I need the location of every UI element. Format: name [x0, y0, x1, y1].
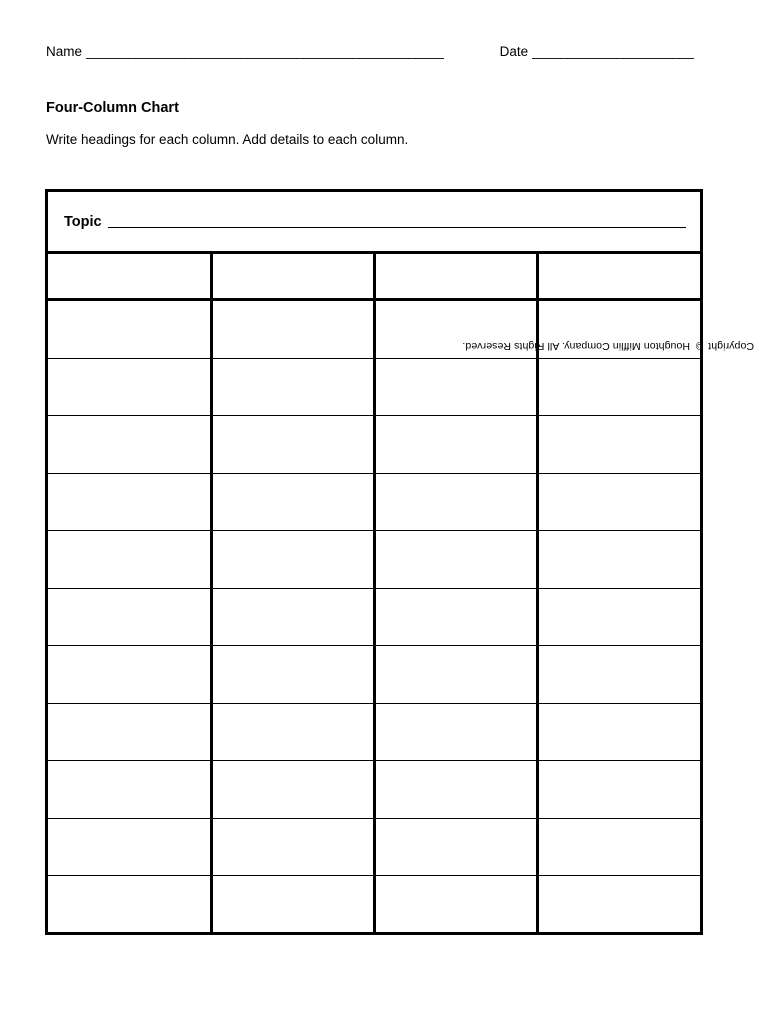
copyright-notice: Copyright © Houghton Mifflin Company. All Rights Reserved.	[462, 340, 754, 352]
cell[interactable]	[537, 818, 700, 876]
cell[interactable]	[48, 703, 211, 761]
table-row	[48, 473, 700, 531]
table-row	[48, 531, 700, 589]
cell[interactable]	[537, 588, 700, 646]
cell[interactable]	[374, 818, 537, 876]
cell[interactable]	[211, 588, 374, 646]
cell[interactable]	[537, 531, 700, 589]
topic-write-line[interactable]	[108, 226, 686, 228]
cell[interactable]	[211, 531, 374, 589]
date-write-line[interactable]: _______________________	[532, 44, 694, 59]
cell[interactable]	[374, 703, 537, 761]
cell[interactable]	[48, 531, 211, 589]
cell[interactable]	[48, 473, 211, 531]
topic-label: Topic	[64, 213, 102, 230]
table-row	[48, 818, 700, 876]
cell[interactable]	[537, 473, 700, 531]
cell[interactable]	[48, 876, 211, 933]
table-row	[48, 416, 700, 474]
chart-grid	[48, 251, 700, 932]
cell[interactable]	[374, 646, 537, 704]
cell[interactable]	[537, 358, 700, 416]
table-row	[48, 761, 700, 819]
cell[interactable]	[537, 416, 700, 474]
cell[interactable]	[537, 761, 700, 819]
cell[interactable]	[211, 416, 374, 474]
cell[interactable]	[374, 531, 537, 589]
cell[interactable]	[374, 358, 537, 416]
cell[interactable]	[211, 473, 374, 531]
cell[interactable]	[211, 818, 374, 876]
table-row	[48, 588, 700, 646]
cell[interactable]	[48, 300, 211, 359]
table-header-row	[48, 253, 700, 300]
name-date-line	[46, 44, 722, 59]
header-cell-2[interactable]	[211, 253, 374, 300]
table-row	[48, 703, 700, 761]
table-row	[48, 358, 700, 416]
cell[interactable]	[374, 473, 537, 531]
cell[interactable]	[374, 588, 537, 646]
cell[interactable]	[211, 646, 374, 704]
cell[interactable]	[374, 416, 537, 474]
cell[interactable]	[211, 300, 374, 359]
header-cell-4[interactable]	[537, 253, 700, 300]
table-row	[48, 646, 700, 704]
cell[interactable]	[211, 358, 374, 416]
table-row	[48, 876, 700, 933]
header-cell-1[interactable]	[48, 253, 211, 300]
cell[interactable]	[537, 703, 700, 761]
cell[interactable]	[48, 818, 211, 876]
name-label: Name	[46, 44, 83, 59]
page-title: Four-Column Chart	[46, 100, 179, 116]
header-cell-3[interactable]	[374, 253, 537, 300]
instructions-text: Write headings for each column. Add details to each column.	[46, 132, 409, 147]
cell[interactable]	[48, 588, 211, 646]
cell[interactable]	[211, 761, 374, 819]
cell[interactable]	[537, 876, 700, 933]
cell[interactable]	[211, 876, 374, 933]
cell[interactable]	[48, 646, 211, 704]
cell[interactable]	[374, 876, 537, 933]
topic-band	[48, 192, 700, 251]
cell[interactable]	[48, 358, 211, 416]
name-write-line[interactable]: ___________________________________________________	[86, 44, 444, 59]
cell[interactable]	[48, 761, 211, 819]
cell[interactable]	[374, 761, 537, 819]
cell[interactable]	[211, 703, 374, 761]
cell[interactable]	[48, 416, 211, 474]
four-column-chart	[45, 189, 703, 935]
cell[interactable]	[537, 646, 700, 704]
date-label: Date	[499, 44, 529, 59]
